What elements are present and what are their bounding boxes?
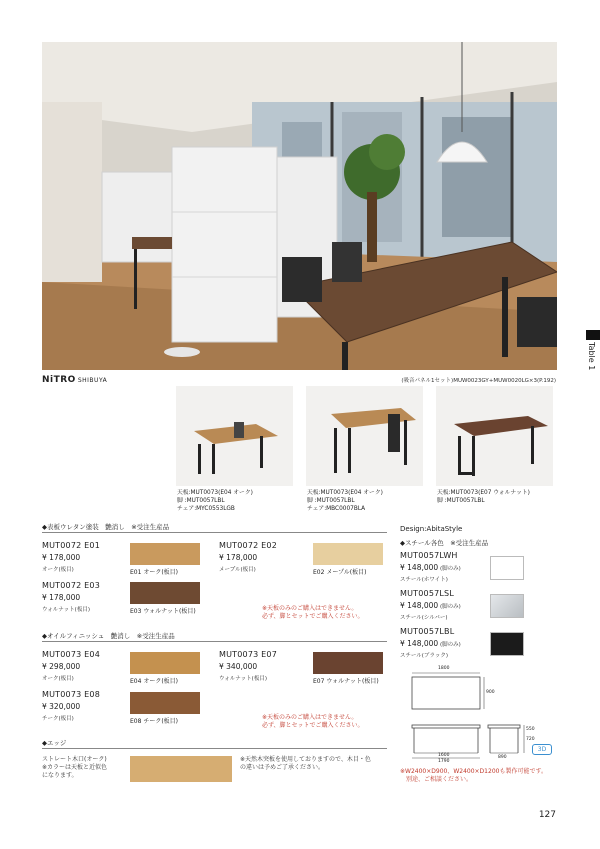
section-edge-title: ◆エッジ [42,739,67,747]
steel-unit: (脚のみ) [440,642,461,648]
swatch-label: E03 ウォルナット(板目) [130,608,196,615]
divider [42,532,387,533]
item-code: MUT0073 E04 [42,650,100,659]
steel-sub: スチール(シルバー) [400,615,448,621]
design-credit: Design:AbitaStyle [400,525,463,533]
item-sub: メープル(板目) [219,567,256,573]
item-sub: オーク(板目) [42,676,74,682]
brand-logo [42,375,107,385]
thumb-caption-1 [177,489,253,513]
thumb-photo-1 [176,386,293,486]
thumb-caption-2-line: 脚 :MUT0057LBL [307,498,355,504]
swatch-label: E01 オーク(板目) [130,569,179,576]
red-note-line: 必ず、脚とセットでご購入ください。 [262,722,364,729]
dim-side-depth: 890 [498,755,507,760]
divider [42,748,387,749]
swatch-label: E02 メープル(板目) [313,569,367,576]
thumb-caption-1-line: チェア:MYC0553LGB [177,506,235,512]
wood-note [240,756,371,772]
divider [42,641,387,642]
bottom-note [400,768,547,784]
steel-unit: (脚のみ) [440,604,461,610]
thumb-caption-1-line: 天板:MUT0073(E04 オーク) [177,490,253,496]
thumb-photo-2 [306,386,423,486]
item-code: MUT0073 E07 [219,650,277,659]
swatch-steel-black [490,632,524,656]
edge-text [42,756,107,780]
steel-price: ¥ 148,000 [400,563,439,572]
swatch-e08 [130,692,200,714]
item-sub: ウォルナット(板目) [219,676,267,682]
steel-code: MUT0057LSL [400,589,454,598]
wood-note-line: ※天然木突板を使用しておりますので、木目・色 [240,756,371,763]
3d-badge-label: 3D [537,746,547,753]
item-price: ¥ 178,000 [219,553,258,562]
hero-photo [42,42,557,370]
thumb-caption-3-line: 天板:MUT0073(E07 ウォルナット) [437,490,530,496]
item-sub: チーク(板目) [42,716,74,722]
swatch-e04 [130,652,200,674]
swatch-edge [130,756,232,782]
dimension-svg [400,665,550,765]
steel-unit: (脚のみ) [440,566,461,572]
red-note-line: 必ず、脚とセットでご購入ください。 [262,613,364,620]
thumb-caption-3 [437,489,530,505]
red-note-2 [262,714,364,730]
thumb-caption-2-line: チェア:MBC0007BLA [307,506,366,512]
hero-illustration [42,42,557,370]
item-code: MUT0072 E02 [219,541,277,550]
swatch-e07 [313,652,383,674]
swatch-label: E04 オーク(板目) [130,678,179,685]
dim-front-width-2: 1790 [438,759,450,764]
red-note-line: ※天板のみのご購入はできません。 [262,714,358,721]
thumb-illustration-2 [306,386,423,486]
red-note-line: ※天板のみのご購入はできません。 [262,605,358,612]
thumb-caption-1-line: 脚 :MUT0057LBL [177,498,225,504]
bottom-note-line: 別途、ご相談ください。 [400,776,473,783]
swatch-e03 [130,582,200,604]
hero-caption: (吸音パネル1セット)MUW0023GY+MUW0020LG×3(P.192) [401,378,556,384]
dim-top-depth: 900 [486,690,495,695]
steel-price: ¥ 148,000 [400,639,439,648]
3d-data-badge[interactable] [532,744,552,755]
item-price: ¥ 298,000 [42,662,81,671]
thumb-illustration-3 [436,386,553,486]
item-code: MUT0072 E01 [42,541,100,550]
thumb-caption-3-line: 脚 :MUT0057LBL [437,498,485,504]
edge-line: ※カラーは天板と近似色 [42,764,108,771]
item-price: ¥ 178,000 [42,593,81,602]
steel-code: MUT0057LWH [400,551,458,560]
dim-height-1: 550 [526,727,535,732]
swatch-steel-white [490,556,524,580]
item-code: MUT0073 E08 [42,690,100,699]
item-price: ¥ 320,000 [42,702,81,711]
dim-top-width: 1800 [438,666,450,671]
dim-front-width-1: 1600 [438,753,450,758]
steel-price: ¥ 148,000 [400,601,439,610]
dim-height-2: 720 [526,737,535,742]
side-tab [586,330,600,390]
item-price: ¥ 178,000 [42,553,81,562]
item-price: ¥ 340,000 [219,662,258,671]
item-sub: ウォルナット(板目) [42,607,90,613]
side-tab-marker [586,330,600,340]
edge-line: になります。 [42,772,78,779]
swatch-e01 [130,543,200,565]
steel-code: MUT0057LBL [400,627,455,636]
red-note-1 [262,605,364,621]
swatch-e02 [313,543,383,565]
page-number: 127 [538,810,556,820]
thumb-photo-3 [436,386,553,486]
thumb-caption-2 [307,489,383,513]
brand-sub: SHIBUYA [77,377,108,384]
dimension-drawing [400,665,550,765]
brand-name: NiTRO [42,375,76,385]
side-tab-label: Table 1 [587,342,596,371]
thumb-caption-2-line: 天板:MUT0073(E04 オーク) [307,490,383,496]
bottom-note-line: ※W2400×D900、W2400×D1200も製作可能です。 [400,768,547,775]
steel-sub: スチール(ブラック) [400,653,448,659]
wood-note-line: の違いは予めご了承ください。 [240,764,325,771]
item-code: MUT0072 E03 [42,581,100,590]
swatch-label: E08 チーク(板目) [130,718,179,725]
swatch-steel-silver [490,594,524,618]
swatch-label: E07 ウォルナット(板目) [313,678,379,685]
steel-section-title: ◆スチール各色 ※受注生産品 [400,539,489,547]
section-urethane-title: ◆表板ウレタン塗装 艶消し ※受注生産品 [42,523,170,531]
item-sub: オーク(板目) [42,567,74,573]
steel-sub: スチール(ホワイト) [400,577,448,583]
thumb-illustration-1 [176,386,293,486]
edge-line: ストレート木口(オーク) [42,756,107,763]
section-oil-title: ◆オイルフィニッシュ 艶消し ※受注生産品 [42,632,175,640]
